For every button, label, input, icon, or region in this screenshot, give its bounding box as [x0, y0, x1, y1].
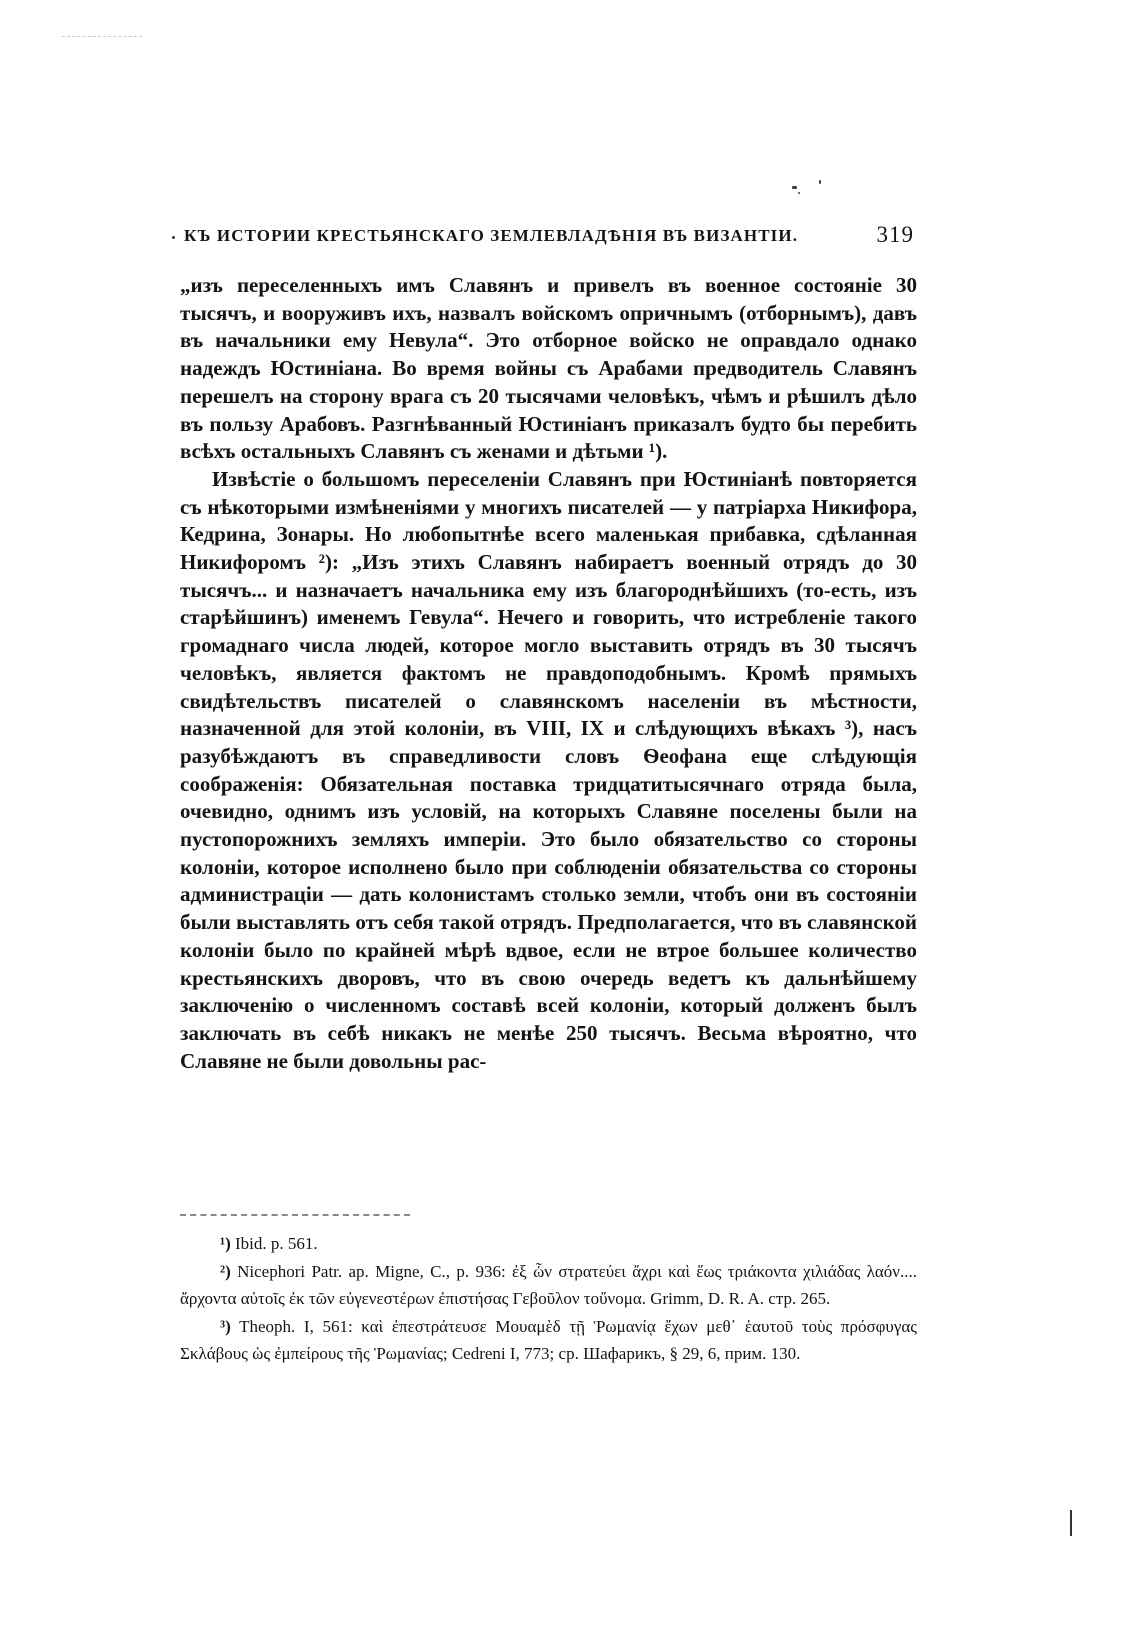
- footnote: [180, 1313, 917, 1368]
- paragraph-continued: „изъ переселенныхъ имъ Славянъ и привелъ въ военное состояніе 30 тысячъ, и вооруживъ ихъ, назвалъ войскомъ опричнымъ (отборнымъ), давъ въ начальники ему Невула“. Это отборное войско не оправдало однако надеждъ Юстиніана. Во время войны съ Арабами предводитель Славянъ перешелъ на сторону врага съ 20 тысячами человѣкъ, чѣмъ и рѣшилъ дѣло въ пользу Арабовъ. Разгнѣванный Юстиніанъ приказалъ будто бы перебить всѣхъ остальныхъ Славянъ съ женами и дѣтьми ¹).: [180, 273, 917, 464]
- scan-edge-mark: [62, 36, 142, 38]
- header-bullet: [172, 236, 175, 239]
- running-header: [172, 222, 918, 254]
- page-number: 319: [876, 222, 914, 247]
- footnote-mark: ²): [220, 1261, 231, 1281]
- running-title: КЪ ИСТОРИИ КРЕСТЬЯНСКАГО ЗЕМЛЕВЛАДѢНІЯ ВЪ ВИЗАНТІИ.: [184, 226, 799, 245]
- footnote: [180, 1230, 917, 1258]
- footnote-text: Ibid. p. 561.: [235, 1234, 318, 1253]
- footnote-text: Nicephori Patr. ap. Migne, C., p. 936: ἐξ ὧν στρατεύει ἄχρι καὶ ἕως τριάκοντα χιλιάδας λαόν.... ἄρχοντα αὐτοῖς ἐκ τῶν εὐγενεστέρων ἐπιστήσας Γεβοῦλον τοὔνομα. Grimm, D. R. A. стр. 265.: [180, 1261, 917, 1308]
- main-text: [180, 272, 917, 1075]
- scan-speck: [798, 192, 800, 194]
- scan-speck: [792, 186, 797, 189]
- footnote-separator: [180, 1214, 410, 1216]
- footnote-mark: ³): [220, 1316, 231, 1336]
- scan-speck: [819, 180, 821, 184]
- paragraph: Извѣстіе о большомъ переселеніи Славянъ при Юстиніанѣ повторяется съ нѣкоторыми измѣненіями у многихъ писателей — у патріарха Никифора, Кедрина, Зонары. Но любопытнѣе всего маленькая прибавка, сдѣланная Никифоромъ ²): „Изъ этихъ Славянъ набираетъ военный отрядъ до 30 тысячъ... и назначаетъ начальника ему изъ благороднѣйшихъ (то-есть, изъ старѣйшинъ) именемъ Гевула“. Нечего и говорить, что истребленіе такого громаднаго числа людей, которое могло выставить отрядъ въ 30 тысячъ человѣкъ, является фактомъ не правдоподобнымъ. Кромѣ прямыхъ свидѣтельствъ писателей о славянскомъ населеніи въ мѣстности, назначенной для этой колоніи, въ VIII, IX и слѣдующихъ вѣкахъ ³), насъ разубѣждаютъ въ справедливости словъ Ѳеофана еще слѣдующія соображенія: Обязательная поставка тридцатитысячнаго отряда была, очевидно, однимъ изъ условій, на которыхъ Славяне поселены были на пустопорожнихъ земляхъ имперіи. Это было обязательство со стороны колоніи, которое исполнено было при соблюденіи обязательства со стороны администраціи — дать колонистамъ столько земли, чтобъ они въ состояніи были выставлять отъ себя такой отрядъ. Предполагается, что въ славянской колоніи было по крайней мѣрѣ вдвое, если не втрое большее количество крестьянскихъ дворовъ, что въ свою очередь ведетъ къ дальнѣйшему заключенію о численномъ составѣ всей колоніи, который долженъ былъ заключать въ себѣ никакъ не менѣе 250 тысячъ. Весьма вѣроятно, что Славяне не были довольны рас-: [180, 466, 917, 1073]
- footnote-text: Theoph. I, 561: καὶ ἐπεστράτευσε Μουαμὲδ τῇ Ῥωμανίᾳ ἔχων μεθ᾽ ἑαυτοῦ τοὺς πρόσφυγας Σκλάβους ὡς ἐμπείρους τῆς Ῥωμανίας; Cedreni I, 773; ср. Шафарикъ, § 29, 6, прим. 130.: [180, 1316, 917, 1363]
- footnote: [180, 1258, 917, 1313]
- footnotes: [180, 1230, 917, 1368]
- footnote-mark: ¹): [220, 1234, 231, 1253]
- scan-edge-bar: [1070, 1510, 1072, 1536]
